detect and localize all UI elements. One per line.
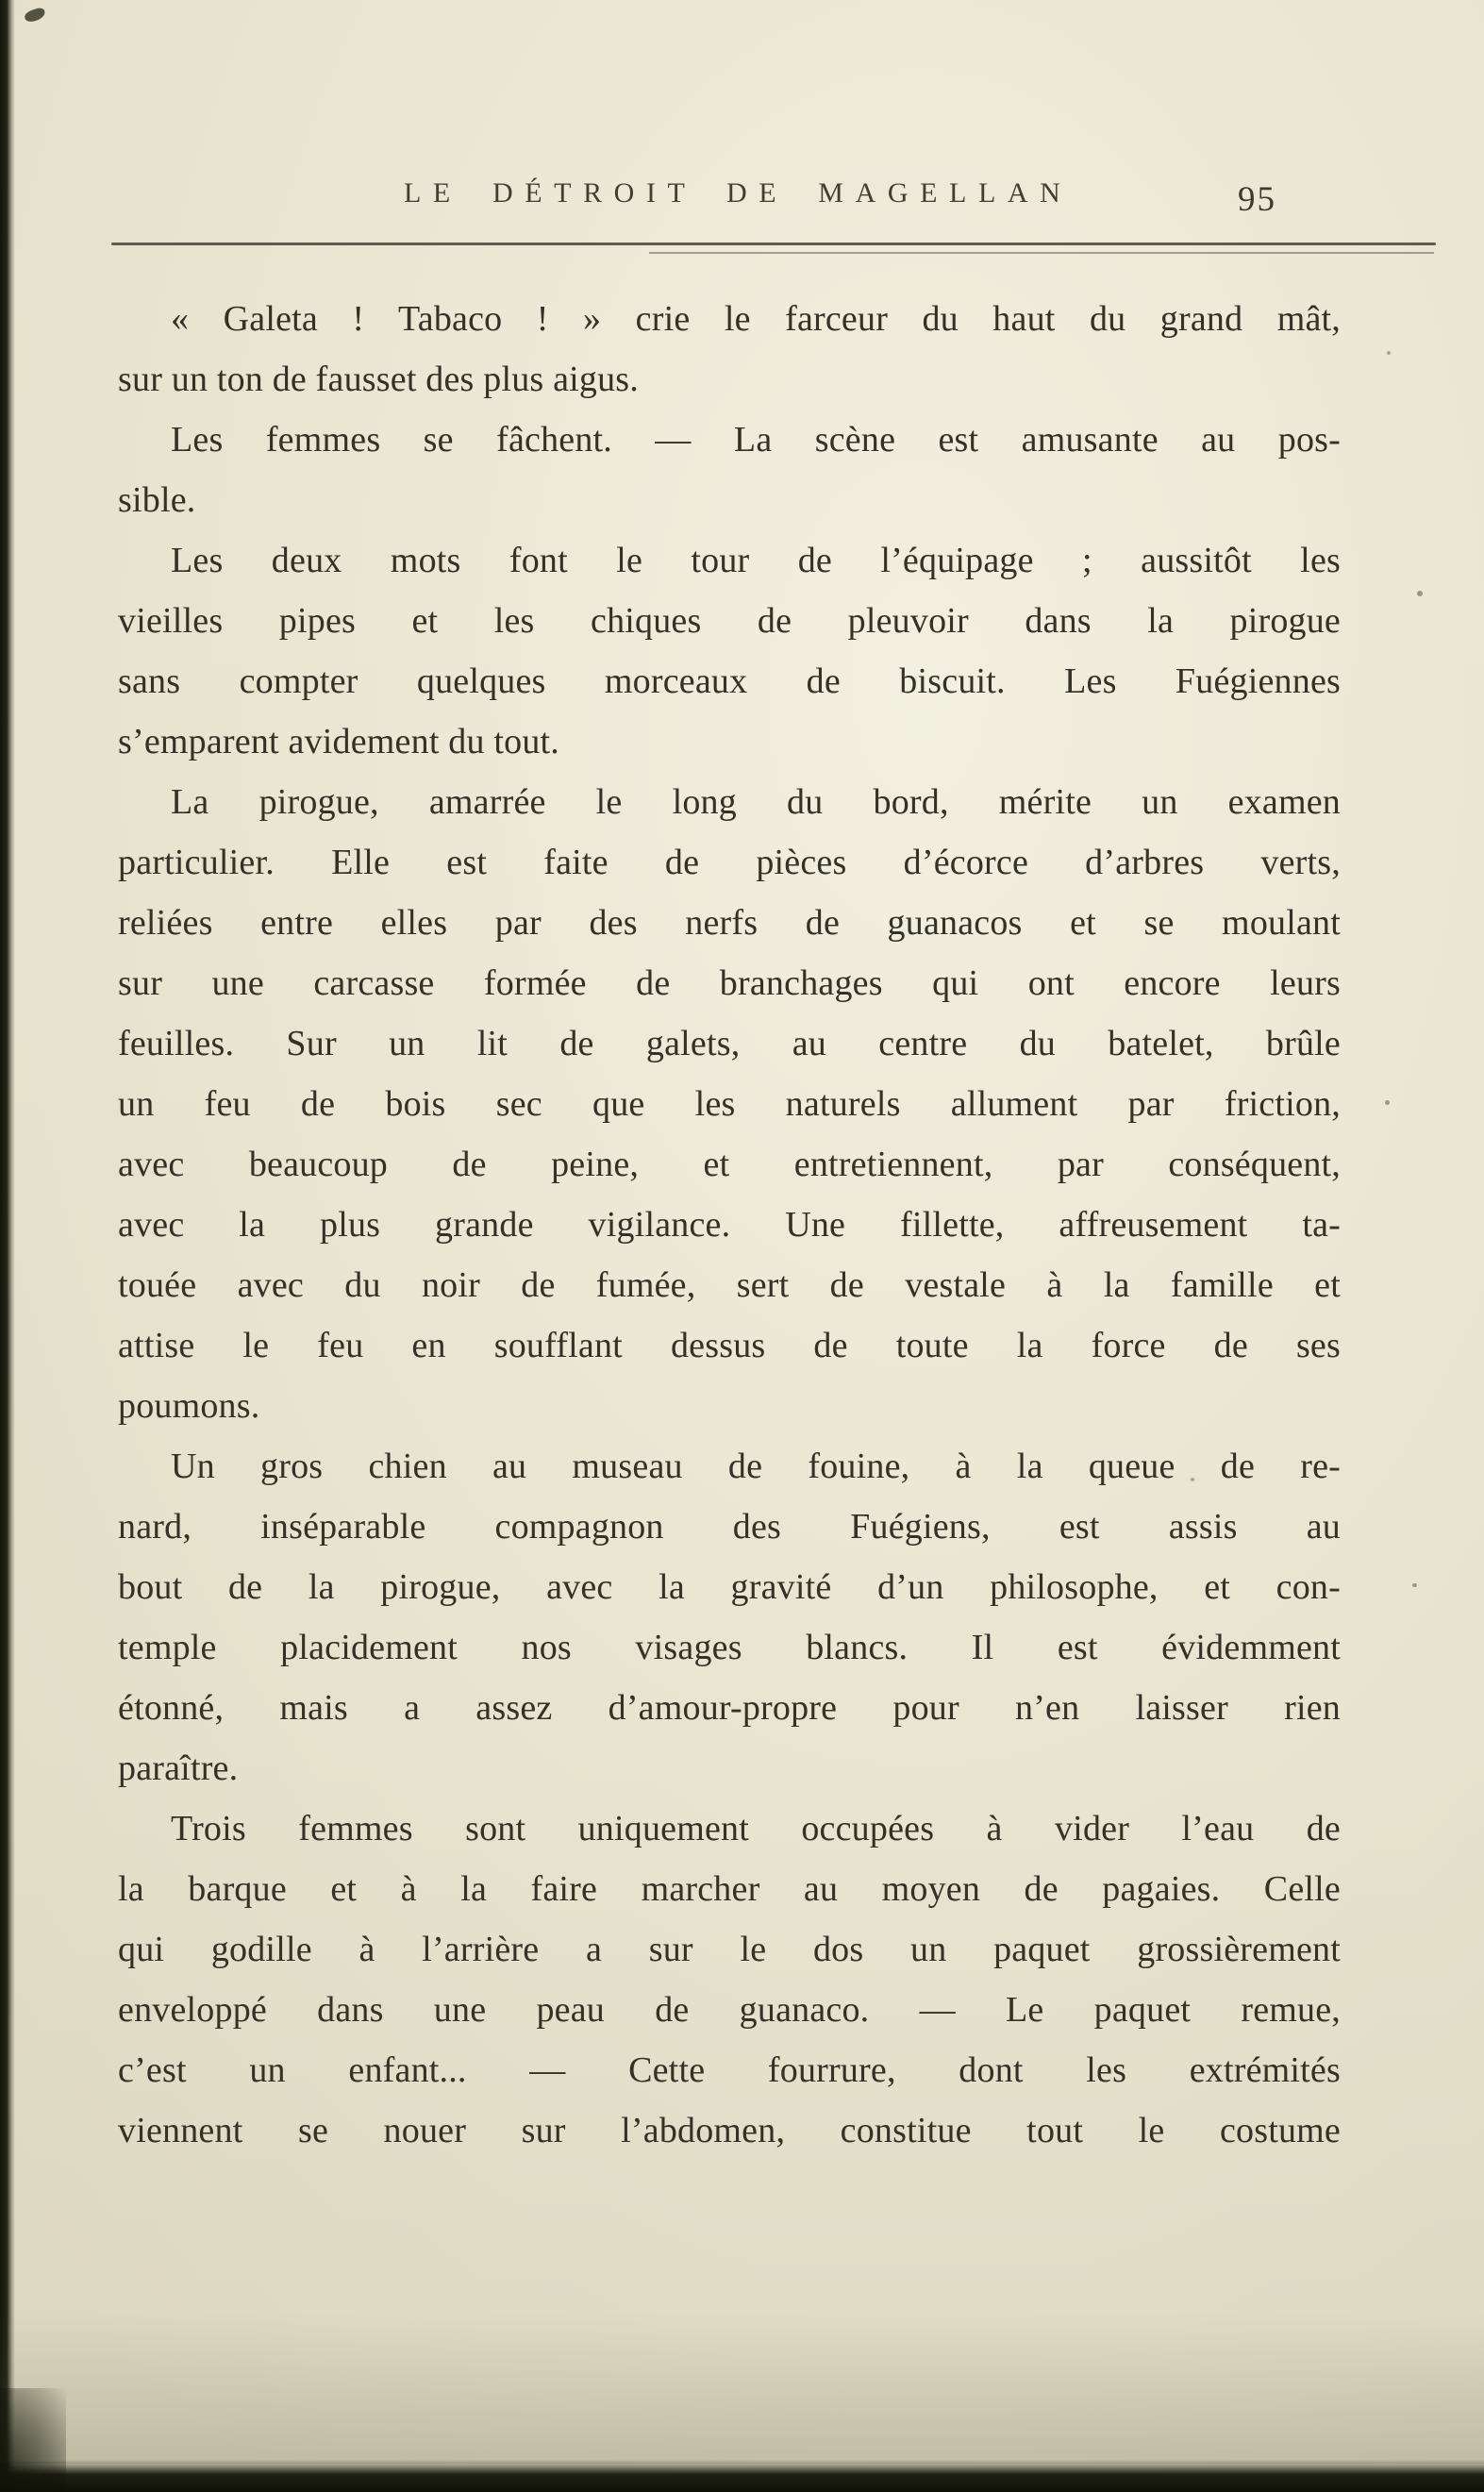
text-line: touée avec du noir de fumée, sert de vestale à la famille et: [118, 1265, 1341, 1305]
text-line: Les deux mots font le tour de l’équipage ; aussitôt les: [171, 541, 1341, 580]
text-line: enveloppé dans une peau de guanaco. — Le paquet remue,: [118, 1990, 1341, 2030]
text-line: qui godille à l’arrière a sur le dos un paquet grossièrement: [118, 1930, 1341, 1969]
text-line: paraître.: [118, 1748, 239, 1788]
text-line: poumons.: [118, 1386, 260, 1426]
text-line: avec beaucoup de peine, et entretiennent, par conséquent,: [118, 1145, 1341, 1184]
text-line: s’emparent avidement du tout.: [118, 722, 559, 761]
text-line: temple placidement nos visages blancs. Il est évidemment: [118, 1628, 1341, 1667]
scan-edge-left: [0, 0, 15, 2492]
text-line: bout de la pirogue, avec la gravité d’un philosophe, et con-: [118, 1567, 1341, 1607]
scan-speck: [1412, 1583, 1417, 1587]
scan-mark-top-left: [24, 7, 47, 24]
text-line: Les femmes se fâchent. — La scène est amusante au pos-: [171, 420, 1341, 460]
text-line: vieilles pipes et les chiques de pleuvoir dans la pirogue: [118, 601, 1341, 641]
text-line: sur un ton de fausset des plus aigus.: [118, 360, 639, 399]
page-body: [118, 289, 1341, 2161]
running-title: LE DÉTROIT DE MAGELLAN: [404, 177, 1073, 209]
text-line: reliées entre elles par des nerfs de guanacos et se moulant: [118, 903, 1341, 943]
paragraph: [118, 530, 1341, 772]
text-line: viennent se nouer sur l’abdomen, constitue tout le costume: [118, 2111, 1341, 2150]
paragraph: [118, 1798, 1341, 2161]
text-line: « Galeta ! Tabaco ! » crie le farceur du haut du grand mât,: [171, 299, 1341, 339]
text-line: Un gros chien au museau de fouine, à la queue de re-: [171, 1447, 1341, 1486]
paragraph: [118, 289, 1341, 410]
text-line: attise le feu en soufflant dessus de toute la force de ses: [118, 1326, 1341, 1365]
paragraph: [118, 1436, 1341, 1798]
paragraph: [118, 772, 1341, 1436]
text-line: c’est un enfant... — Cette fourrure, dont les extrémités: [118, 2050, 1341, 2090]
text-line: étonné, mais a assez d’amour-propre pour n’en laisser rien: [118, 1688, 1341, 1728]
scan-edge-bottom: [0, 2460, 1484, 2492]
text-line: un feu de bois sec que les naturels allument par friction,: [118, 1084, 1341, 1124]
header-rule: [111, 243, 1436, 245]
page-number: 95: [1238, 180, 1276, 219]
scan-shadow-bottom: [0, 2313, 1484, 2464]
text-line: sans compter quelques morceaux de biscuit. Les Fuégiennes: [118, 661, 1341, 701]
paragraph: [118, 410, 1341, 530]
scan-corner-bottom-left: [0, 2388, 66, 2492]
scan-speck: [1387, 351, 1391, 355]
text-line: sur une carcasse formée de branchages qui ont encore leurs: [118, 963, 1341, 1003]
text-line: avec la plus grande vigilance. Une fillette, affreusement ta-: [118, 1205, 1341, 1245]
text-line: la barque et à la faire marcher au moyen de pagaies. Celle: [118, 1869, 1341, 1909]
text-line: particulier. Elle est faite de pièces d’écorce d’arbres verts,: [118, 843, 1341, 882]
text-line: nard, inséparable compagnon des Fuégiens, est assis au: [118, 1507, 1341, 1547]
text-line: sible.: [118, 480, 196, 520]
text-line: La pirogue, amarrée le long du bord, mérite un examen: [171, 782, 1341, 822]
text-line: Trois femmes sont uniquement occupées à vider l’eau de: [171, 1809, 1341, 1848]
header-rule-secondary: [649, 252, 1434, 254]
scan-speck: [1417, 591, 1423, 596]
text-line: feuilles. Sur un lit de galets, au centre du batelet, brûle: [118, 1024, 1341, 1063]
scan-speck: [1385, 1100, 1390, 1105]
